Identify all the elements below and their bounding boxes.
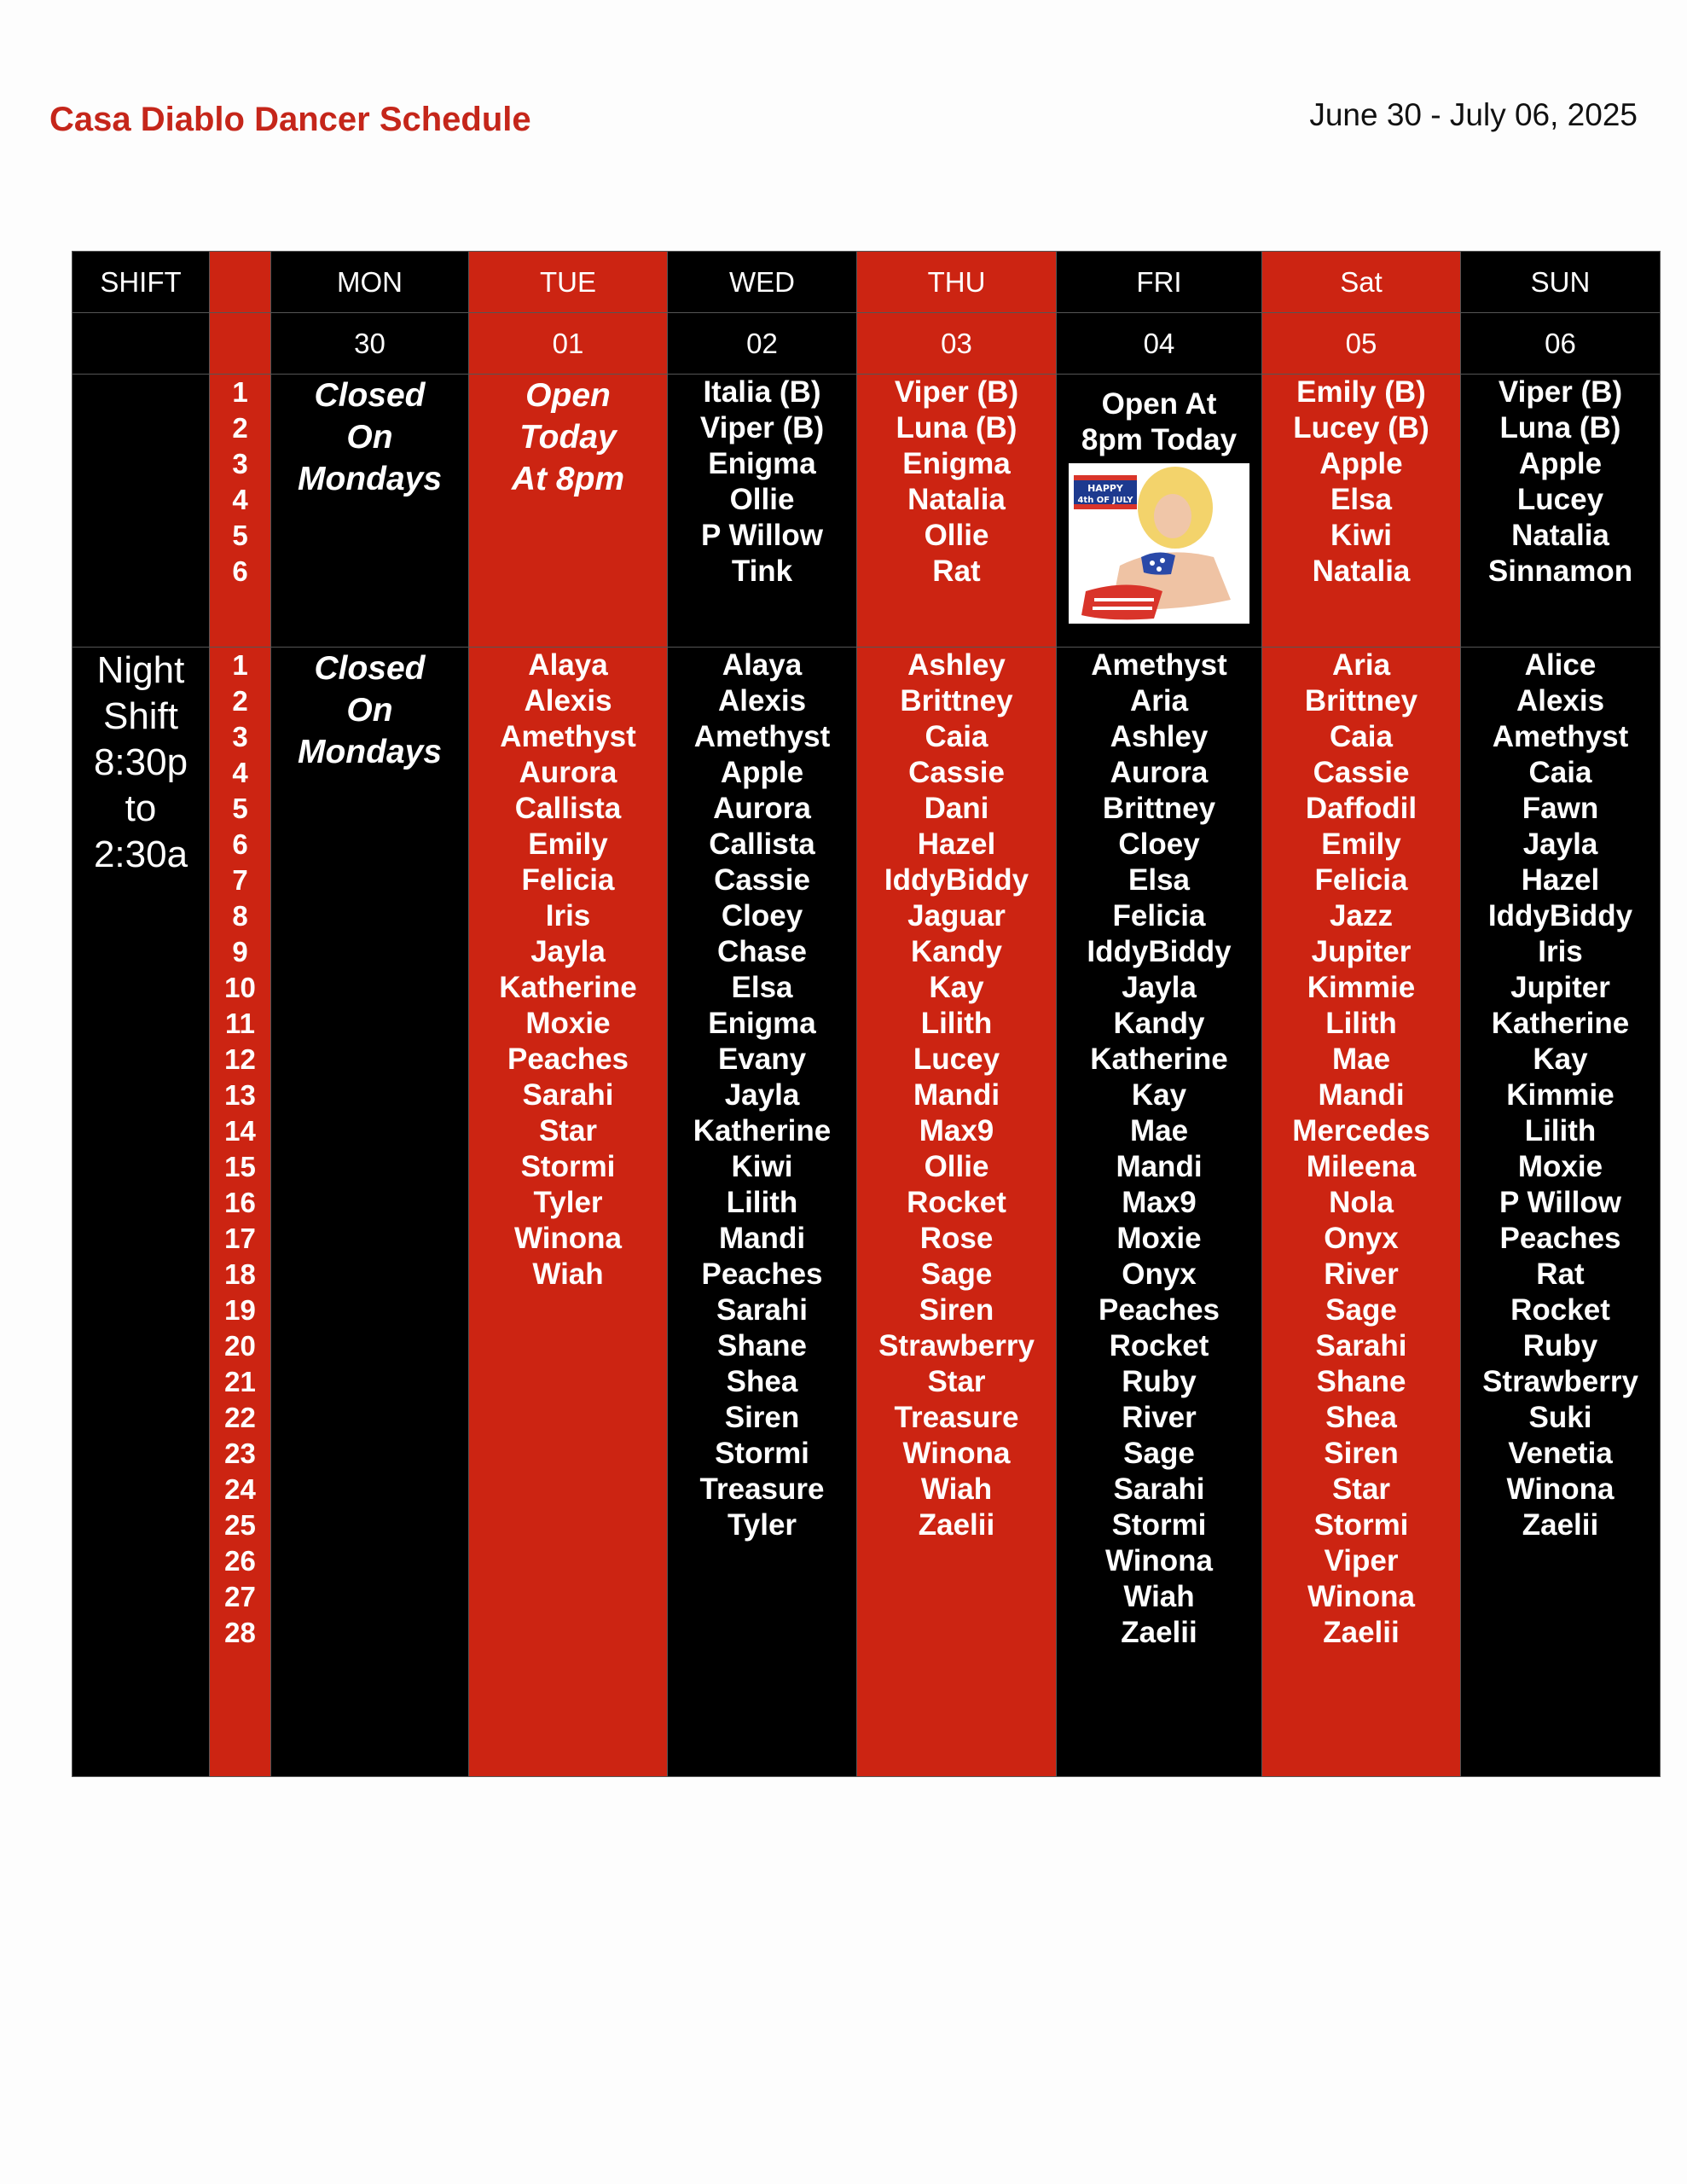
night-shift-numbers-item: 24 <box>224 1473 256 1505</box>
shift-header: SHIFT <box>72 252 210 313</box>
date-wed: 02 <box>668 313 857 375</box>
tue-night-list-item: Tyler <box>533 1186 603 1219</box>
tue-open-note <box>469 375 668 648</box>
tue-night-list-item: Emily <box>528 828 608 861</box>
night-shift-numbers-item: 11 <box>225 1008 255 1039</box>
wed-night-list-item: Apple <box>720 756 804 789</box>
night-shift-numbers-item: 16 <box>224 1187 256 1218</box>
night-shift-numbers-item: 25 <box>224 1509 256 1541</box>
mon-night-closed-note-item: Closed <box>314 650 426 687</box>
sun-night-list-item: Winona <box>1506 1472 1615 1506</box>
thu-night-list-item: Sage <box>920 1258 993 1291</box>
wed-night-list-item: Treasure <box>699 1472 825 1506</box>
mon-night-closed-note-item: On <box>346 692 393 729</box>
date-row-shift-cell <box>72 313 210 375</box>
tue-night-list-item: Stormi <box>520 1150 616 1183</box>
fri-night-list-item: River <box>1122 1401 1197 1434</box>
sat-first-shift-list-item: Apple <box>1319 447 1403 480</box>
thu-first-shift-list-item: Rat <box>932 555 981 588</box>
sat-night-list-item: Caia <box>1330 720 1393 753</box>
sun-night-list <box>1461 648 1661 1777</box>
sun-night-list-item: Venetia <box>1508 1437 1613 1470</box>
wed-night-list-item: Shane <box>716 1329 808 1362</box>
thu-night-list-item: Star <box>927 1365 986 1398</box>
thu-night-list-item: Dani <box>924 792 989 825</box>
sat-night-list-item: Mileena <box>1306 1150 1417 1183</box>
sun-night-list-item: Alexis <box>1516 684 1605 717</box>
thu-first-shift-list-item: Enigma <box>902 447 1011 480</box>
night-shift-numbers-item: 17 <box>224 1223 256 1254</box>
wed-first-shift-list-item: Enigma <box>708 447 816 480</box>
fri-night-list-item: Peaches <box>1098 1293 1220 1327</box>
sat-night-list-item: Stormi <box>1313 1508 1409 1542</box>
first-shift-numbers <box>210 375 271 648</box>
mon-night-closed-note-item: Mondays <box>297 734 443 770</box>
sat-night-list-item: Onyx <box>1324 1222 1399 1255</box>
mon-night-closed-note <box>271 648 469 1777</box>
sun-first-shift-list-item: Lucey <box>1516 483 1604 516</box>
fri-night-list-item: Kandy <box>1113 1007 1205 1040</box>
night-shift-label <box>72 648 210 1777</box>
sat-night-list-item: Lilith <box>1325 1007 1397 1040</box>
wed-night-list-item: Siren <box>724 1401 800 1434</box>
thu-night-list <box>857 648 1057 1777</box>
sat-night-list <box>1262 648 1461 1777</box>
sat-night-list-item: Siren <box>1324 1437 1399 1470</box>
night-shift-numbers-item: 26 <box>224 1545 256 1577</box>
wed-night-list-item: Elsa <box>731 971 793 1004</box>
wed-night-list-item: Lilith <box>726 1186 798 1219</box>
night-shift-numbers-item: 22 <box>224 1402 256 1433</box>
tue-night-list-item: Sarahi <box>522 1078 614 1112</box>
wed-night-list-item: Sarahi <box>716 1293 808 1327</box>
night-shift-numbers-item: 12 <box>224 1043 256 1075</box>
wed-night-list-item: Amethyst <box>693 720 831 753</box>
thu-night-list-item: Zaelii <box>918 1508 995 1542</box>
sat-night-list-item: Nola <box>1329 1186 1394 1219</box>
night-shift-numbers-item: 10 <box>224 972 256 1003</box>
sun-night-list-item: Kay <box>1533 1043 1588 1076</box>
wed-night-list-item: Mandi <box>718 1222 806 1255</box>
thu-first-shift-list <box>857 375 1057 648</box>
sun-night-list-item: Moxie <box>1517 1150 1603 1183</box>
day-header-fri: FRI <box>1057 252 1262 313</box>
sun-night-list-item: Amethyst <box>1492 720 1629 753</box>
thu-night-list-item: Mandi <box>913 1078 1000 1112</box>
thu-first-shift-list-item: Ollie <box>924 519 989 552</box>
night-shift-numbers-item: 28 <box>224 1617 256 1648</box>
number-header <box>210 252 271 313</box>
fri-night-list-item: Brittney <box>1102 792 1216 825</box>
fri-night-list-item: Felicia <box>1112 899 1206 932</box>
sun-night-list-item: P Willow <box>1499 1186 1621 1219</box>
fri-night-list-item: Moxie <box>1116 1222 1202 1255</box>
day-header-thu: THU <box>857 252 1057 313</box>
wed-night-list-item: Callista <box>709 828 815 861</box>
fri-open-note <box>1057 375 1261 458</box>
tue-night-list-item: Amethyst <box>500 720 636 753</box>
day-header-wed: WED <box>668 252 857 313</box>
thu-night-list-item: Ollie <box>924 1150 989 1183</box>
first-shift-label-cell <box>72 375 210 648</box>
sat-night-list-item: Sarahi <box>1315 1329 1407 1362</box>
sun-first-shift-list-item: Viper (B) <box>1498 375 1623 409</box>
fri-night-list-item: Elsa <box>1128 863 1190 897</box>
day-header-sat: Sat <box>1262 252 1461 313</box>
night-shift-numbers-item: 5 <box>232 793 248 824</box>
date-tue: 01 <box>469 313 668 375</box>
sat-night-list-item: Star <box>1331 1472 1391 1506</box>
wed-first-shift-list-item: P Willow <box>701 519 823 552</box>
wed-night-list-item: Chase <box>716 935 808 968</box>
sun-night-list-item: Rat <box>1536 1258 1585 1291</box>
fri-night-list-item: Winona <box>1104 1544 1214 1577</box>
wed-night-list-item: Jayla <box>724 1078 800 1112</box>
fri-night-list-item: Zaelii <box>1121 1616 1197 1649</box>
sun-night-list-item: Rocket <box>1510 1293 1610 1327</box>
sat-first-shift-list-item: Elsa <box>1330 483 1392 516</box>
tue-night-list-item: Iris <box>545 899 591 932</box>
fri-night-list-item: Wiah <box>1123 1580 1195 1613</box>
wed-night-list-item: Shea <box>726 1365 798 1398</box>
thu-first-shift-list-item: Viper (B) <box>894 375 1019 409</box>
day-header-mon: MON <box>271 252 469 313</box>
night-shift-numbers-item: 3 <box>232 721 248 752</box>
date-sat: 05 <box>1262 313 1461 375</box>
thu-first-shift-list-item: Luna (B) <box>896 411 1017 444</box>
night-shift-label-item: Night <box>96 649 185 691</box>
date-row-number-cell <box>210 313 271 375</box>
sun-first-shift-list-item: Sinnamon <box>1487 555 1633 588</box>
night-shift-numbers-item: 4 <box>232 757 248 788</box>
tue-night-list-item: Star <box>538 1114 598 1147</box>
thu-night-list-item: Hazel <box>917 828 996 861</box>
first-shift-numbers-item: 3 <box>232 448 248 479</box>
sat-night-list-item: Mercedes <box>1292 1114 1430 1147</box>
sun-first-shift-list-item: Natalia <box>1511 519 1609 552</box>
wed-night-list-item: Kiwi <box>731 1150 793 1183</box>
first-shift-numbers-item: 2 <box>232 412 248 444</box>
fri-night-list-item: Mandi <box>1116 1150 1203 1183</box>
night-shift-numbers-item: 27 <box>224 1581 256 1612</box>
fri-night-list-item: Stormi <box>1111 1508 1207 1542</box>
night-shift-row <box>72 648 1661 1777</box>
sat-night-list-item: Shane <box>1316 1365 1406 1398</box>
date-range: June 30 - July 06, 2025 <box>1309 97 1638 132</box>
night-shift-numbers-item: 18 <box>224 1258 256 1290</box>
first-shift-row <box>72 375 1661 648</box>
night-shift-numbers-item: 23 <box>224 1438 256 1469</box>
fri-night-list-item: Sarahi <box>1113 1472 1205 1506</box>
thu-night-list-item: Winona <box>902 1437 1011 1470</box>
mon-closed-note-item: Closed <box>314 377 426 414</box>
date-fri: 04 <box>1057 313 1262 375</box>
sat-night-list-item: Kimmie <box>1307 971 1416 1004</box>
tue-night-list-item: Felicia <box>521 863 615 897</box>
page-title: Casa Diablo Dancer Schedule <box>49 101 531 138</box>
night-shift-numbers <box>210 648 271 1777</box>
fri-open-note-item: 8pm Today <box>1081 423 1238 456</box>
wed-night-list-item: Aurora <box>713 792 811 825</box>
night-shift-numbers-item: 6 <box>232 828 248 860</box>
date-sun: 06 <box>1461 313 1661 375</box>
sat-night-list-item: Emily <box>1321 828 1401 861</box>
fri-night-list-item: Katherine <box>1090 1043 1228 1076</box>
thu-night-list-item: Lucey <box>913 1043 1000 1076</box>
schedule-table <box>72 251 1661 1777</box>
wed-night-list-item: Alaya <box>722 648 803 682</box>
day-header-sun: SUN <box>1461 252 1661 313</box>
tue-night-list-item: Jayla <box>530 935 606 968</box>
tue-night-list-item: Alaya <box>528 648 608 682</box>
fri-night-list-item: Onyx <box>1122 1258 1197 1291</box>
sat-night-list-item: Mandi <box>1318 1078 1405 1112</box>
night-shift-numbers-item: 14 <box>224 1115 256 1147</box>
sun-night-list-item: Suki <box>1528 1401 1592 1434</box>
thu-night-list-item: Brittney <box>900 684 1013 717</box>
sat-first-shift-list-item: Lucey (B) <box>1293 411 1429 444</box>
tue-open-note-item: Open <box>525 377 611 414</box>
tue-night-list-item: Moxie <box>525 1007 611 1040</box>
sat-night-list-item: Aria <box>1331 648 1391 682</box>
wed-night-list-item: Enigma <box>708 1007 816 1040</box>
sun-night-list-item: Katherine <box>1491 1007 1630 1040</box>
day-header-tue: TUE <box>469 252 668 313</box>
mon-closed-note-item: On <box>346 419 393 456</box>
fri-open-note-item: Open At <box>1101 387 1217 421</box>
thu-night-list-item: Rose <box>919 1222 994 1255</box>
thu-night-list-item: Cassie <box>908 756 1005 789</box>
night-shift-label-item: 8:30p <box>93 741 188 783</box>
sat-first-shift-list-item: Kiwi <box>1330 519 1392 552</box>
night-shift-numbers-item: 7 <box>232 864 248 896</box>
fri-night-list-item: Cloey <box>1118 828 1200 861</box>
thu-first-shift-list-item: Natalia <box>907 483 1006 516</box>
night-shift-numbers-item: 8 <box>232 900 248 932</box>
sat-night-list-item: River <box>1324 1258 1399 1291</box>
wed-first-shift-list-item: Italia (B) <box>703 375 821 409</box>
thu-night-list-item: Jaguar <box>907 899 1006 932</box>
mon-closed-note-item: Mondays <box>297 461 443 497</box>
sun-night-list-item: Ruby <box>1522 1329 1598 1362</box>
sun-night-list-item: Lilith <box>1524 1114 1597 1147</box>
sat-night-list-item: Cassie <box>1313 756 1410 789</box>
night-shift-numbers-item: 20 <box>224 1330 256 1362</box>
sun-night-list-item: Zaelii <box>1522 1508 1599 1542</box>
july-4th-promo-image <box>1069 463 1249 624</box>
promo-text-line-1: HAPPY <box>1087 483 1123 494</box>
night-shift-numbers-item: 9 <box>232 936 248 967</box>
sat-night-list-item: Viper <box>1324 1544 1399 1577</box>
sun-night-list-item: Jupiter <box>1510 971 1610 1004</box>
sun-night-list-item: Jayla <box>1522 828 1598 861</box>
date-mon: 30 <box>271 313 469 375</box>
day-header-row <box>72 252 1661 313</box>
sun-night-list-item: Peaches <box>1499 1222 1621 1255</box>
sat-first-shift-list-item: Natalia <box>1312 555 1411 588</box>
fri-night-list-item: Ashley <box>1110 720 1209 753</box>
thu-night-list-item: Strawberry <box>878 1329 1035 1362</box>
fri-night-list-item: Sage <box>1123 1437 1195 1470</box>
sun-first-shift-list-item: Apple <box>1518 447 1603 480</box>
sat-night-list-item: Zaelii <box>1323 1616 1400 1649</box>
sun-night-list-item: Caia <box>1528 756 1592 789</box>
promo-text-line-2: 4th OF JULY <box>1077 496 1133 505</box>
wed-night-list <box>668 648 857 1777</box>
fri-night-list-item: Ruby <box>1122 1365 1197 1398</box>
wed-night-list-item: Peaches <box>701 1258 823 1291</box>
wed-night-list-item: Cassie <box>714 863 810 897</box>
thu-night-list-item: Lilith <box>920 1007 993 1040</box>
thu-night-list-item: Rocket <box>907 1186 1006 1219</box>
tue-night-list-item: Katherine <box>499 971 637 1004</box>
thu-night-list-item: Max9 <box>919 1114 994 1147</box>
night-shift-label-item: to <box>125 787 157 829</box>
thu-night-list-item: Ashley <box>907 648 1006 682</box>
sat-night-list-item: Shea <box>1325 1401 1397 1434</box>
thu-night-list-item: IddyBiddy <box>884 863 1029 897</box>
sat-night-list-item: Brittney <box>1304 684 1418 717</box>
sat-night-list-item: Jupiter <box>1311 935 1412 968</box>
tue-open-note-item: At 8pm <box>511 461 625 497</box>
tue-night-list-item: Wiah <box>532 1258 604 1291</box>
night-shift-label-item: 2:30a <box>93 834 188 875</box>
wed-first-shift-list-item: Viper (B) <box>699 411 825 444</box>
date-thu: 03 <box>857 313 1057 375</box>
first-shift-numbers-item: 5 <box>232 520 248 551</box>
sun-night-list-item: Alice <box>1524 648 1597 682</box>
sun-night-list-item: Kimmie <box>1506 1078 1615 1112</box>
thu-night-list-item: Siren <box>919 1293 994 1327</box>
night-shift-numbers-item: 19 <box>224 1294 256 1326</box>
sat-night-list-item: Jazz <box>1330 899 1393 932</box>
sat-night-list-item: Mae <box>1331 1043 1391 1076</box>
night-shift-numbers-item: 1 <box>232 649 248 681</box>
night-shift-numbers-item: 15 <box>224 1151 256 1182</box>
sat-night-list-item: Felicia <box>1314 863 1408 897</box>
night-shift-numbers-item: 21 <box>224 1366 256 1397</box>
tue-night-list-item: Callista <box>514 792 622 825</box>
fri-night-list-item: Max9 <box>1122 1186 1197 1219</box>
sat-first-shift-list <box>1262 375 1461 648</box>
first-shift-numbers-item: 4 <box>232 484 248 515</box>
thu-night-list-item: Kay <box>929 971 984 1004</box>
fri-night-list-item: Aria <box>1129 684 1189 717</box>
wed-first-shift-list <box>668 375 857 648</box>
night-shift-label-item: Shift <box>102 695 179 737</box>
night-shift-numbers-item: 13 <box>224 1079 256 1111</box>
date-row <box>72 313 1661 375</box>
tue-open-note-item: Today <box>519 419 617 456</box>
fri-night-list-item: Aurora <box>1110 756 1209 789</box>
fri-night-list-item: Amethyst <box>1091 648 1227 682</box>
tue-night-list-item: Aurora <box>519 756 617 789</box>
fri-first-shift-cell <box>1057 375 1262 648</box>
fri-night-list-item: Mae <box>1129 1114 1189 1147</box>
sat-night-list-item: Sage <box>1325 1293 1397 1327</box>
wed-night-list-item: Tyler <box>727 1508 797 1542</box>
first-shift-numbers-item: 1 <box>232 376 248 408</box>
sun-night-list-item: Fawn <box>1522 792 1599 825</box>
fri-night-list <box>1057 648 1262 1777</box>
fri-night-list-item: IddyBiddy <box>1087 935 1232 968</box>
sun-night-list-item: IddyBiddy <box>1487 899 1633 932</box>
mon-closed-note <box>271 375 469 648</box>
wed-night-list-item: Cloey <box>721 899 803 932</box>
sun-night-list-item: Hazel <box>1521 863 1600 897</box>
tue-night-list <box>469 648 668 1777</box>
wed-night-list-item: Stormi <box>715 1437 809 1470</box>
wed-night-list-item: Alexis <box>717 684 807 717</box>
thu-night-list-item: Wiah <box>920 1472 993 1506</box>
sat-night-list-item: Daffodil <box>1305 792 1417 825</box>
wed-first-shift-list-item: Tink <box>731 555 793 588</box>
thu-night-list-item: Treasure <box>894 1401 1019 1434</box>
july-4th-promo-art <box>1069 463 1249 624</box>
tue-night-list-item: Winona <box>513 1222 623 1255</box>
sun-night-list-item: Iris <box>1538 935 1583 968</box>
fri-night-list-item: Rocket <box>1109 1329 1209 1362</box>
tue-night-list-item: Peaches <box>507 1043 629 1076</box>
thu-night-list-item: Kandy <box>911 935 1002 968</box>
fri-night-list-item: Jayla <box>1122 971 1197 1004</box>
first-shift-numbers-item: 6 <box>232 555 248 587</box>
night-shift-numbers-item: 2 <box>232 685 248 717</box>
wed-night-list-item: Evany <box>717 1043 807 1076</box>
fri-night-list-item: Kay <box>1131 1078 1187 1112</box>
tue-night-list-item: Alexis <box>524 684 612 717</box>
sun-first-shift-list-item: Luna (B) <box>1499 411 1621 444</box>
sun-night-list-item: Strawberry <box>1482 1365 1638 1398</box>
thu-night-list-item: Caia <box>925 720 988 753</box>
sat-night-list-item: Winona <box>1307 1580 1416 1613</box>
wed-night-list-item: Katherine <box>693 1114 832 1147</box>
wed-first-shift-list-item: Ollie <box>729 483 795 516</box>
sat-first-shift-list-item: Emily (B) <box>1296 375 1426 409</box>
sun-first-shift-list <box>1461 375 1661 648</box>
